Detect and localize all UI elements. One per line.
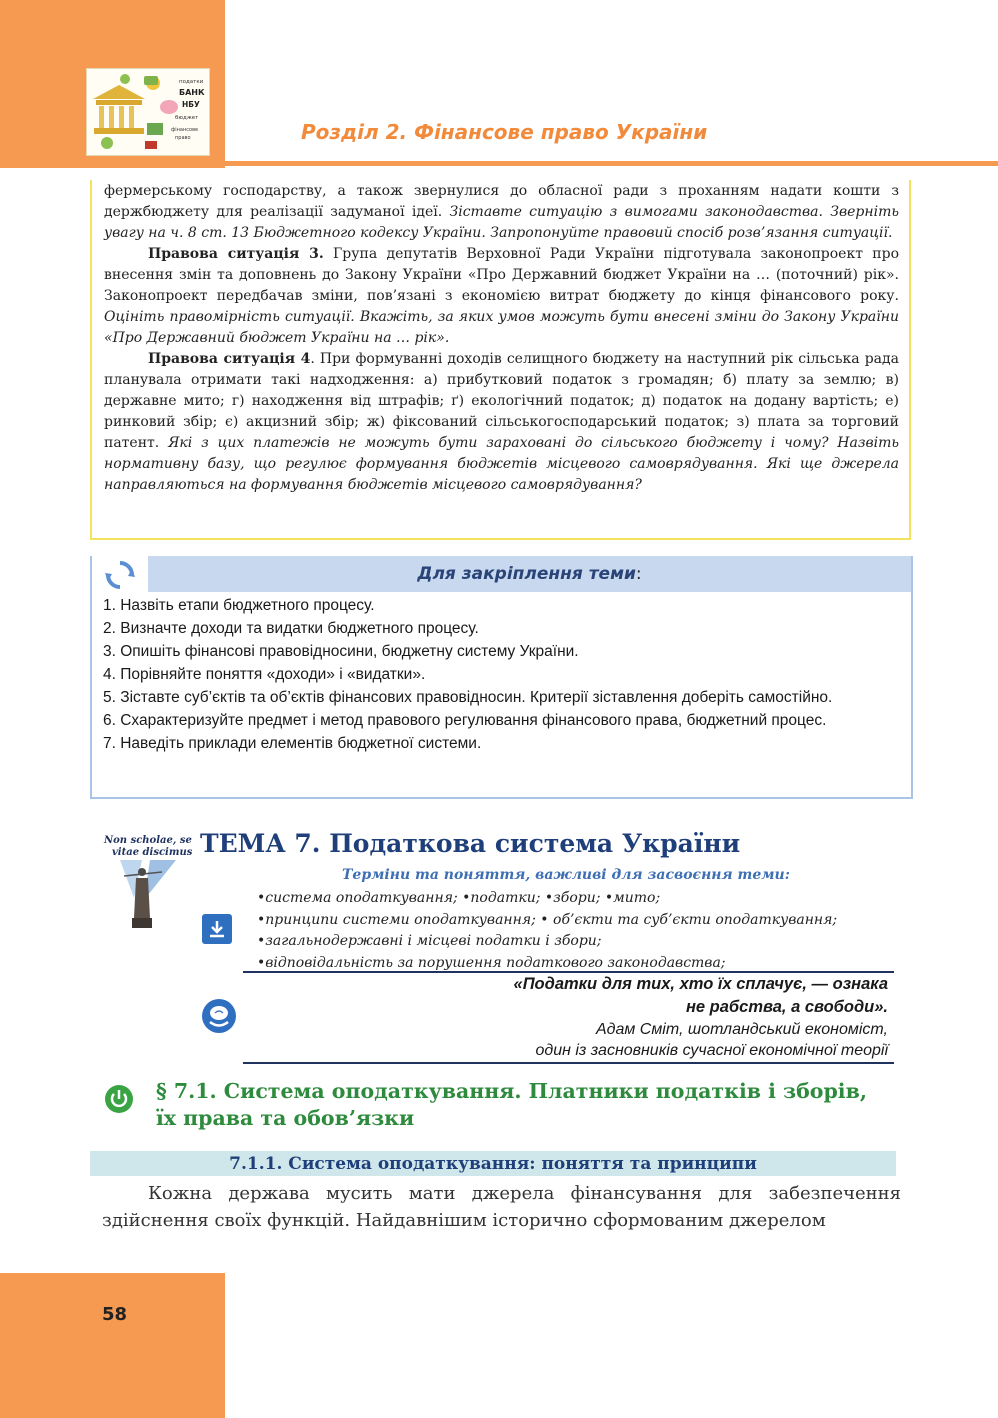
quote-line-2: не рабства, а свободи». [685,998,888,1016]
brain-hands-icon [201,998,237,1034]
situation-2-tail: фермерському господарству, а також звернулися до обласної ради з проханням надати кошти з держбюджету для реалізації задуманої ідеї. Зіставте ситуацію з вимогами законодавства. Зверніть увагу на ч. 8 ст. 13 Бюджетного кодексу України. Запропонуйте правовий спосіб розв’язання ситуації. [104,183,899,241]
svg-text:БАНК: БАНК [179,88,205,97]
consolidation-title: Для закріплення теми: [417,564,642,584]
list-item: 7. Наведіть приклади елементів бюджетної системи. [103,735,482,752]
svg-text:право: право [175,135,191,141]
list-item: 6. Схарактеризуйте предмет і метод правового регулювання фінансового права, бюджетний процес. [103,712,827,729]
body-text [102,1180,901,1234]
list-item: 5. Зіставте суб’єктів та об’єктів фінансових правовідносин. Критерії зіставлення доберіть самостійно. [103,689,833,706]
quote-top-rule [243,971,894,973]
download-icon [202,914,232,944]
svg-text:податки: податки [179,79,204,85]
subsection-band [90,1151,896,1176]
consolidation-header [148,556,911,592]
quote-line-1: «Податки для тих, хто їх сплачує, — ознака [513,975,888,993]
motto-line-2: vitae discimus [112,847,192,858]
list-item: 3. Опишіть фінансові правовідносини, бюджетну систему України. [103,643,579,660]
list-item: 1. Назвіть етапи бюджетного процесу. [103,597,375,614]
terms-heading: Терміни та поняття, важливі для засвоєння теми: [342,867,790,883]
topic-title: ТЕМА 7. Податкова система України [200,829,741,858]
chapter-logo [86,68,210,156]
terms-list [257,888,837,974]
list-item: 4. Порівняйте поняття «доходи» і «видатки». [103,666,426,683]
quote-bottom-rule [243,1062,894,1064]
svg-text:фінансове: фінансове [171,127,199,133]
term-line: •принципи системи оподаткування; • об’єкти та суб’єкти оподаткування; [257,911,838,928]
section-title: § 7.1. Система оподаткування. Платники податків і зборів, їх права та обов’язки [156,1079,867,1130]
lady-justice-icon [102,830,192,935]
consolidation-list [103,594,901,755]
refresh-icon [104,559,136,591]
power-icon [104,1084,134,1114]
body-paragraph: Кожна держава мусить мати джерела фінансування для забезпечення здійснення своїх функцій. Найдавнішим історично сформованим джерелом [102,1183,901,1231]
finance-collage-icon [87,69,209,155]
page-number: 58 [102,1304,128,1325]
footer-orange-block [0,1273,225,1418]
justice-emblem [102,830,192,935]
situation-3: Правова ситуація 3. Група депутатів Верховної Ради України підготувала законопроект про внесення змін та доповнень до Закону України «Про Державний бюджет України на … (поточний) рік». Законопроект передбачав зміни, пов’язані з економією витрат бюджету до кінця фінансового року. Оцініть правомірність ситуації. Вкажіть, за яких умов можуть бути внесені зміни до Закону України «Про Державний бюджет України на … рік». [104,246,899,346]
term-line: •загальнодержавні і місцеві податки і збори; [257,933,602,949]
chapter-title: Розділ 2. Фінансове право України [301,120,708,144]
legal-situations-box [90,180,911,540]
list-item: 2. Визначте доходи та видатки бюджетного процесу. [103,620,479,637]
svg-text:НБУ: НБУ [182,100,200,109]
term-line: •система оподаткування; •податки; •збори; •мито; [257,890,661,906]
subsection-title: 7.1.1. Система оподаткування: поняття та принципи [229,1154,757,1174]
situation-4: Правова ситуація 4. При формуванні доходів селищного бюджету на наступний рік сільська рада планувала отримати такі надходження: а) прибутковий податок з громадян; б) плату за землю; в) державне мито; г) находження від штрафів; ґ) екологічний податок; д) податок на додану вартість; е) ринковий збір; є) акцизний збір; ж) фіксований сільськогосподарський податок; з) плата за торговий патент. Які з цих платежів не можуть бути зараховані до сільського бюджету і чому? Назвіть нормативну базу, що регулює формування бюджетів місцевого самоврядування. Які ще джерела направляються на формування бюджетів місцевого самоврядування? [104,351,900,493]
header-rule [225,161,998,166]
svg-text:бюджет: бюджет [175,115,199,121]
term-line: •відповідальність за порушення податкового законодавства; [257,954,726,971]
quote-author-2: один із засновників сучасної економічної теорії [535,1042,888,1059]
consolidation-box [90,556,913,799]
motto-line-1: Non scholae, sed [104,835,192,846]
quote-author-1: Адам Сміт, шотландський економіст, [595,1021,888,1038]
